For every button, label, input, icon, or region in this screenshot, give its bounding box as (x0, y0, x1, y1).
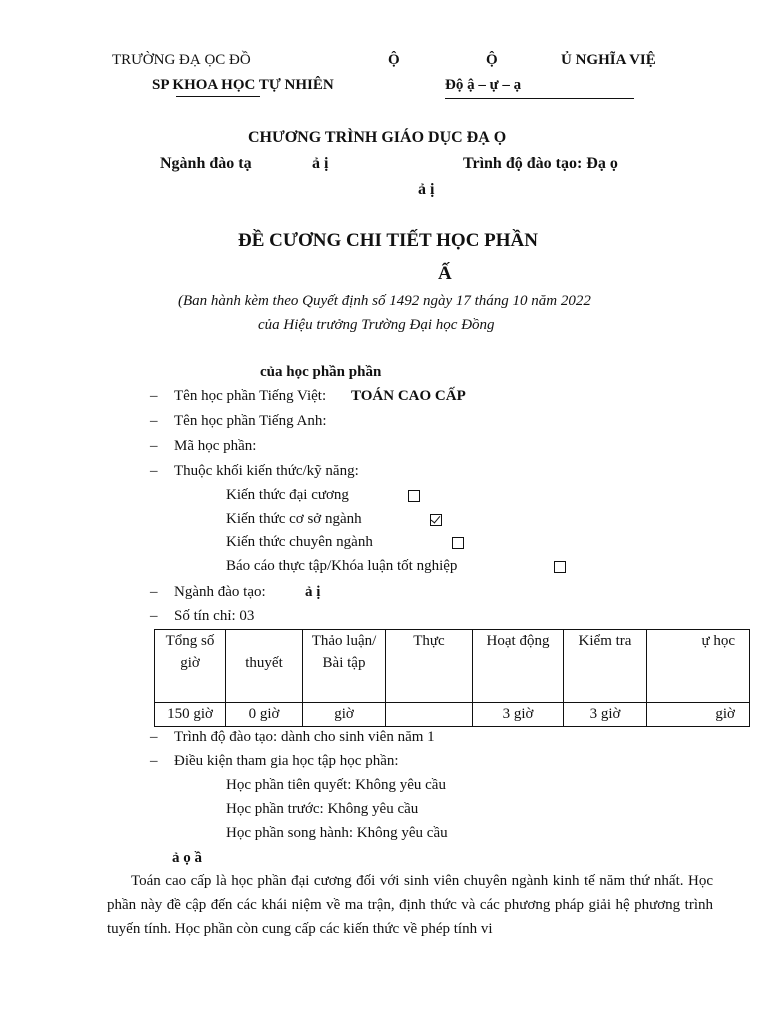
credit-hours-table (154, 629, 750, 727)
prerequisite: Học phần tiên quyết: Không yêu cầu (226, 777, 446, 793)
option-internship (226, 557, 457, 575)
option-specialized (226, 533, 373, 551)
program-major-value: ả ị (312, 155, 329, 172)
republic-fragment-b: Ộ (486, 52, 498, 68)
university-name: TRƯỜNG ĐẠ ỌC ĐỒ (112, 52, 251, 68)
major-value: ả ị (305, 584, 321, 600)
parallel-course: Học phần song hành: Không yêu cầu (226, 825, 448, 841)
dash-bullet: – (150, 584, 158, 600)
document-subtitle: Ấ (438, 263, 452, 284)
table-cell (386, 703, 473, 727)
table-header-cell: Tổng số giờ (155, 630, 226, 703)
credits-label: Số tín chỉ: 03 (174, 608, 255, 624)
republic-fragment-c: Ủ NGHĨA VIỆ (561, 52, 656, 68)
option-label: Báo cáo thực tập/Khóa luận tốt nghiệp (226, 558, 458, 574)
option-general (226, 486, 349, 504)
table-header-cell: thuyết (226, 630, 303, 703)
motto: Độ ậ – ự – ạ (445, 77, 522, 93)
republic-fragment-a: Ộ (388, 52, 400, 68)
dash-bullet: – (150, 463, 158, 479)
section1-heading: của học phần phần (260, 364, 382, 380)
previous-course: Học phần trước: Không yêu cầu (226, 801, 419, 817)
table-header-cell: Hoạt động (473, 630, 564, 703)
dash-bullet: – (150, 388, 158, 404)
checkbox-internship[interactable] (554, 561, 566, 573)
checkbox-specialized[interactable] (452, 537, 464, 549)
dash-bullet: – (150, 729, 158, 745)
code-label: Mã học phần: (174, 438, 257, 454)
option-label: Kiến thức chuyên ngành (226, 534, 373, 550)
document-title: ĐỀ CƯƠNG CHI TIẾT HỌC PHẦN (238, 230, 538, 251)
table-cell: giờ (647, 703, 750, 727)
table-header-row (155, 630, 750, 703)
table-header-cell: ự học (647, 630, 750, 703)
section2-heading: ả ọ ầ (172, 850, 202, 866)
dash-bullet: – (150, 438, 158, 454)
motto-underline (445, 98, 634, 99)
table-cell: 0 giờ (226, 703, 303, 727)
table-header-cell: Thực (386, 630, 473, 703)
table-cell: 3 giờ (473, 703, 564, 727)
table-header-cell: Kiểm tra (564, 630, 647, 703)
program-major-label: Ngành đào tạ (160, 155, 252, 172)
table-cell: giờ (303, 703, 386, 727)
conditions-label: Điều kiện tham gia học tập học phần: (174, 753, 399, 769)
level-text: Trình độ đào tạo: dành cho sinh viên năm 1 (174, 729, 435, 745)
table-cell: 150 giờ (155, 703, 226, 727)
faculty-underline (176, 96, 260, 97)
name-en-label: Tên học phần Tiếng Anh: (174, 413, 327, 429)
issued-line-2: của Hiệu trưởng Trường Đại học Đồng (258, 317, 495, 333)
table-cell: 3 giờ (564, 703, 647, 727)
block-label: Thuộc khối kiến thức/kỹ năng: (174, 463, 359, 479)
option-label: Kiến thức cơ sở ngành (226, 511, 362, 527)
table-row (155, 703, 750, 727)
program-level: Trình độ đào tạo: Đạ ọ (463, 155, 618, 172)
description-paragraph: Toán cao cấp là học phần đại cương đối với sinh viên chuyên ngành kinh tế năm thứ nhất. Học phần này đề cập đến các khái niệm về ma trận, định thức và các phương pháp giải hệ phương trình tuyến tính. Học phần còn cung cấp các kiến thức về phép tính vi (107, 873, 713, 937)
program-title: CHƯƠNG TRÌNH GIÁO DỤC ĐẠ Ọ (248, 129, 507, 146)
option-label: Kiến thức đại cương (226, 487, 349, 503)
name-vi-value: TOÁN CAO CẤP (351, 388, 466, 404)
option-foundation (226, 510, 362, 528)
dash-bullet: – (150, 413, 158, 429)
major-label: Ngành đào tạo: (174, 584, 266, 600)
checkbox-foundation[interactable] (430, 514, 442, 526)
dash-bullet: – (150, 608, 158, 624)
faculty-name: SP KHOA HỌC TỰ NHIÊN (152, 77, 334, 93)
issued-line-1: (Ban hành kèm theo Quyết định số 1492 ngày 17 tháng 10 năm 2022 (178, 293, 591, 309)
checkbox-general[interactable] (408, 490, 420, 502)
program-level-line2: ả ị (418, 181, 435, 198)
dash-bullet: – (150, 753, 158, 769)
name-vi-label: Tên học phần Tiếng Việt: (174, 388, 327, 404)
table-header-cell: Thảo luận/ Bài tập (303, 630, 386, 703)
